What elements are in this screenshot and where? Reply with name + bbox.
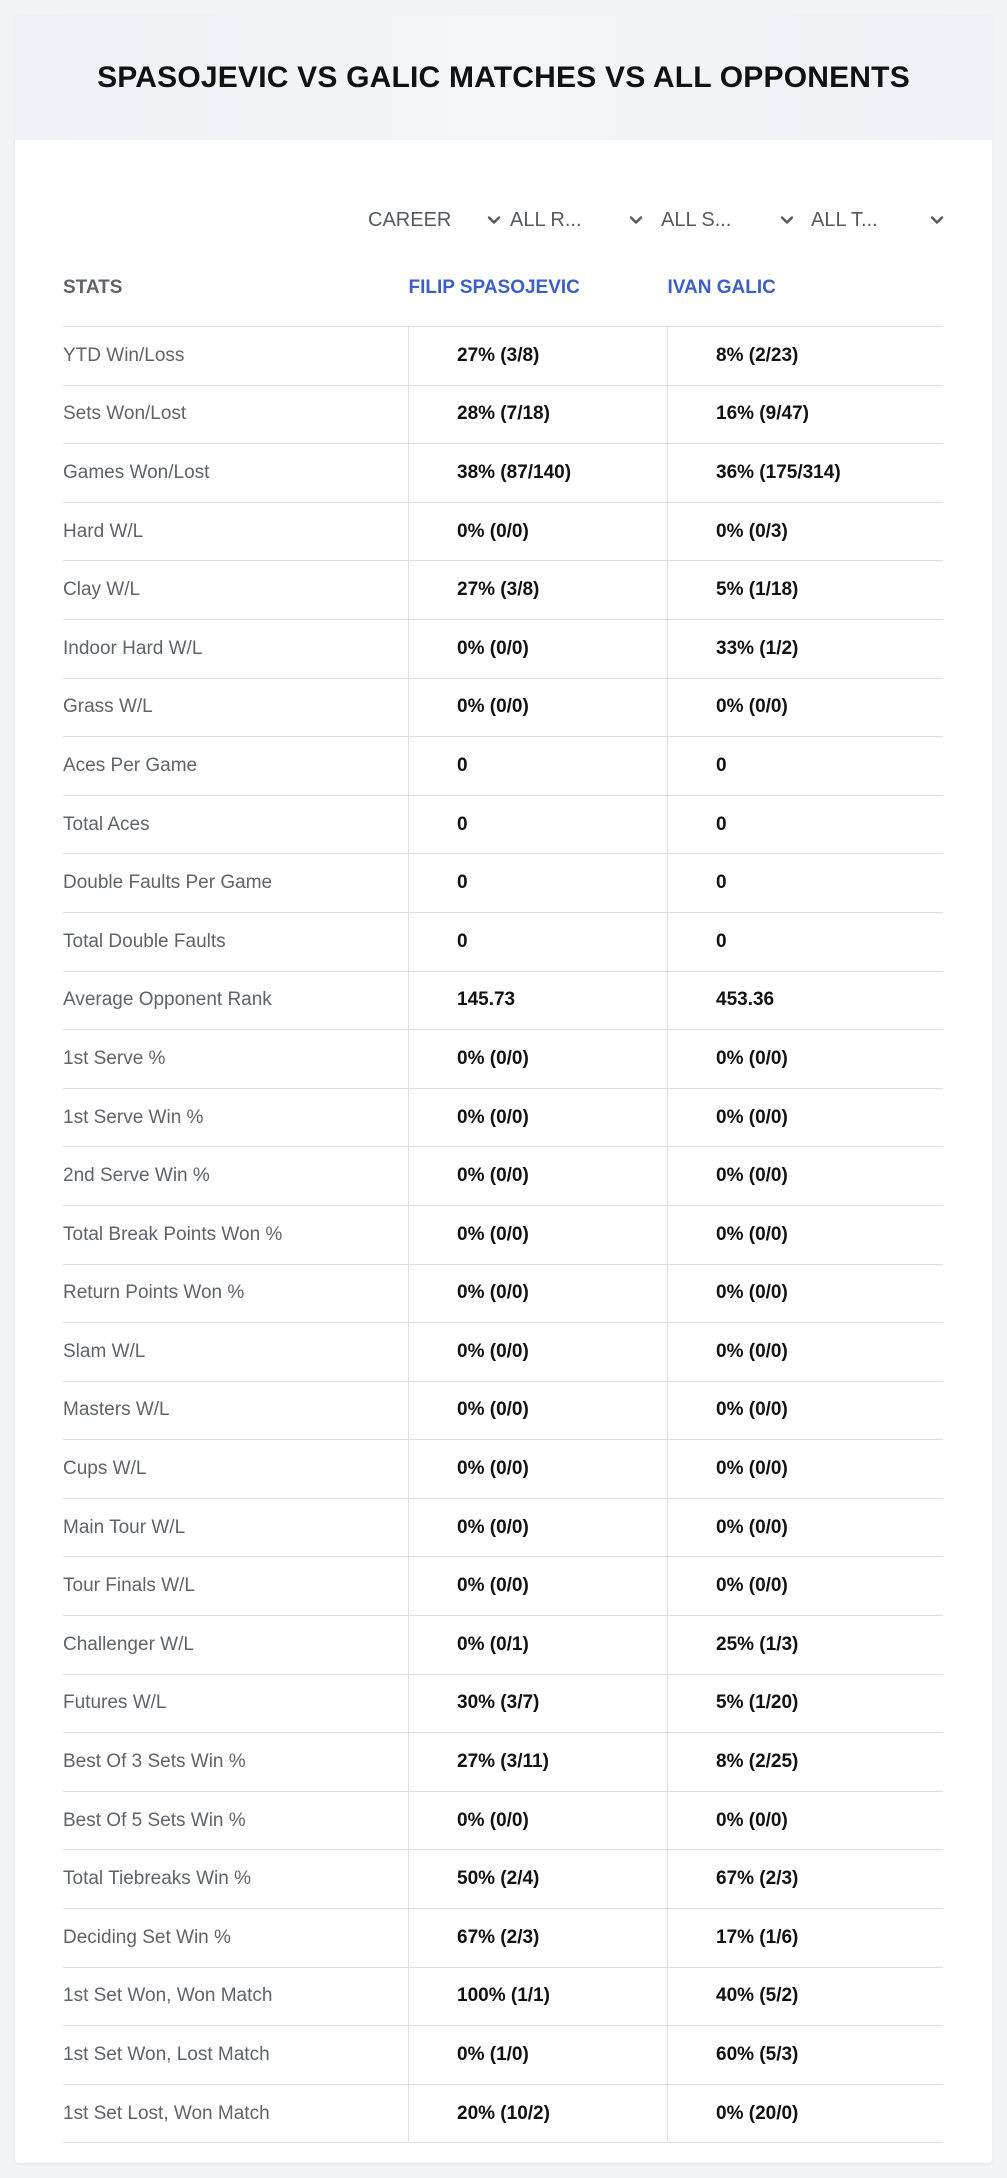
player2-value: 0% (0/3) [668, 502, 944, 561]
table-row [63, 1147, 943, 1206]
player1-column-header[interactable]: FILIP SPASOJEVIC [409, 250, 668, 327]
table-row [63, 561, 943, 620]
stats-card [15, 15, 992, 2163]
stat-label: Best Of 3 Sets Win % [63, 1733, 409, 1792]
table-row [63, 678, 943, 737]
player1-value: 0% (0/1) [409, 1616, 668, 1675]
table-row [63, 1030, 943, 1089]
player2-value: 5% (1/20) [668, 1674, 944, 1733]
chevron-down-icon [628, 212, 644, 228]
filter-tournament-label: ALL T... [811, 208, 878, 231]
table-body [63, 327, 943, 2143]
stat-label: Average Opponent Rank [63, 971, 409, 1030]
table-row [63, 1323, 943, 1382]
player2-value: 0% (0/0) [668, 1030, 944, 1089]
table-row [63, 912, 943, 971]
stat-label: Indoor Hard W/L [63, 619, 409, 678]
player2-value: 0% (0/0) [668, 678, 944, 737]
stats-column-header: STATS [63, 250, 409, 327]
player2-value: 0% (0/0) [668, 1791, 944, 1850]
player2-value: 5% (1/18) [668, 561, 944, 620]
table-row [63, 1557, 943, 1616]
stat-label: Total Aces [63, 795, 409, 854]
player2-value: 0% (20/0) [668, 2084, 944, 2143]
player1-value: 0% (0/0) [409, 1323, 668, 1382]
player1-value: 0% (0/0) [409, 1205, 668, 1264]
table-row [63, 385, 943, 444]
player1-value: 145.73 [409, 971, 668, 1030]
stats-table [63, 250, 943, 2143]
table-row [63, 737, 943, 796]
player1-value: 0% (1/0) [409, 2026, 668, 2085]
player1-value: 0% (0/0) [409, 1147, 668, 1206]
stat-label: 1st Set Won, Won Match [63, 1967, 409, 2026]
stat-label: 1st Serve % [63, 1030, 409, 1089]
player1-value: 0% (0/0) [409, 1088, 668, 1147]
player1-value: 0% (0/0) [409, 1264, 668, 1323]
stat-label: Total Break Points Won % [63, 1205, 409, 1264]
table-row [63, 1791, 943, 1850]
player1-value: 0% (0/0) [409, 1030, 668, 1089]
player1-value: 38% (87/140) [409, 444, 668, 503]
player1-value: 0% (0/0) [409, 1381, 668, 1440]
player1-value: 0% (0/0) [409, 1791, 668, 1850]
table-row [63, 2026, 943, 2085]
player2-value: 0% (0/0) [668, 1147, 944, 1206]
stat-label: Masters W/L [63, 1381, 409, 1440]
player2-value: 0% (0/0) [668, 1498, 944, 1557]
player2-value: 60% (5/3) [668, 2026, 944, 2085]
player2-value: 453.36 [668, 971, 944, 1030]
player2-value: 8% (2/25) [668, 1733, 944, 1792]
player2-value: 0 [668, 854, 944, 913]
player1-value: 27% (3/8) [409, 327, 668, 386]
player2-value: 0 [668, 795, 944, 854]
stat-label: Return Points Won % [63, 1264, 409, 1323]
table-row [63, 1381, 943, 1440]
player1-value: 67% (2/3) [409, 1909, 668, 1968]
stat-label: Challenger W/L [63, 1616, 409, 1675]
table-row [63, 1674, 943, 1733]
player1-value: 0 [409, 854, 668, 913]
player2-column-header[interactable]: IVAN GALIC [668, 250, 944, 327]
table-row [63, 619, 943, 678]
player2-value: 0% (0/0) [668, 1381, 944, 1440]
table-row [63, 971, 943, 1030]
player1-value: 0 [409, 795, 668, 854]
player2-value: 0% (0/0) [668, 1557, 944, 1616]
stat-label: Tour Finals W/L [63, 1557, 409, 1616]
filter-period-label: CAREER [368, 208, 452, 231]
player1-value: 0 [409, 737, 668, 796]
player2-value: 0% (0/0) [668, 1264, 944, 1323]
stat-label: Best Of 5 Sets Win % [63, 1791, 409, 1850]
filter-tournament-dropdown[interactable] [811, 190, 951, 250]
table-row [63, 854, 943, 913]
stat-label: 2nd Serve Win % [63, 1147, 409, 1206]
table-row [63, 1850, 943, 1909]
player1-value: 20% (10/2) [409, 2084, 668, 2143]
table-row [63, 2084, 943, 2143]
player2-value: 36% (175/314) [668, 444, 944, 503]
player2-value: 67% (2/3) [668, 1850, 944, 1909]
stat-label: 1st Set Won, Lost Match [63, 2026, 409, 2085]
table-row [63, 1264, 943, 1323]
table-row [63, 1616, 943, 1675]
table-header-row [63, 250, 943, 327]
table-row [63, 444, 943, 503]
player1-value: 28% (7/18) [409, 385, 668, 444]
player2-value: 17% (1/6) [668, 1909, 944, 1968]
chevron-down-icon [779, 212, 795, 228]
card-header [15, 15, 992, 140]
filter-bar [15, 190, 992, 250]
table-row [63, 1967, 943, 2026]
player2-value: 33% (1/2) [668, 619, 944, 678]
filter-surface-dropdown[interactable] [661, 190, 801, 250]
player1-value: 0% (0/0) [409, 1498, 668, 1557]
player1-value: 0% (0/0) [409, 1440, 668, 1499]
stat-label: Deciding Set Win % [63, 1909, 409, 1968]
player2-value: 0% (0/0) [668, 1323, 944, 1382]
player1-value: 0% (0/0) [409, 619, 668, 678]
stat-label: Clay W/L [63, 561, 409, 620]
table-row [63, 1440, 943, 1499]
stat-label: Aces Per Game [63, 737, 409, 796]
filter-round-label: ALL R... [510, 208, 582, 231]
stat-label: 1st Set Lost, Won Match [63, 2084, 409, 2143]
player2-value: 0% (0/0) [668, 1088, 944, 1147]
player2-value: 8% (2/23) [668, 327, 944, 386]
stat-label: Games Won/Lost [63, 444, 409, 503]
chevron-down-icon [929, 212, 945, 228]
player1-value: 27% (3/8) [409, 561, 668, 620]
chevron-down-icon [486, 212, 502, 228]
stat-label: Hard W/L [63, 502, 409, 561]
stat-label: Total Double Faults [63, 912, 409, 971]
stat-label: Slam W/L [63, 1323, 409, 1382]
player2-value: 0 [668, 912, 944, 971]
table-row [63, 1498, 943, 1557]
page-title: SPASOJEVIC VS GALIC MATCHES VS ALL OPPONENTS [97, 60, 910, 94]
player1-value: 0% (0/0) [409, 502, 668, 561]
stat-label: YTD Win/Loss [63, 327, 409, 386]
player2-value: 0% (0/0) [668, 1440, 944, 1499]
table-row [63, 795, 943, 854]
stat-label: 1st Serve Win % [63, 1088, 409, 1147]
player2-value: 40% (5/2) [668, 1967, 944, 2026]
stat-label: Sets Won/Lost [63, 385, 409, 444]
stat-label: Total Tiebreaks Win % [63, 1850, 409, 1909]
player2-value: 25% (1/3) [668, 1616, 944, 1675]
table-row [63, 502, 943, 561]
stat-label: Double Faults Per Game [63, 854, 409, 913]
table-row [63, 1909, 943, 1968]
table-row [63, 327, 943, 386]
filter-round-dropdown[interactable] [510, 190, 650, 250]
stat-label: Grass W/L [63, 678, 409, 737]
table-row [63, 1205, 943, 1264]
player2-value: 0 [668, 737, 944, 796]
player2-value: 0% (0/0) [668, 1205, 944, 1264]
table-row [63, 1733, 943, 1792]
player1-value: 100% (1/1) [409, 1967, 668, 2026]
stat-label: Main Tour W/L [63, 1498, 409, 1557]
player1-value: 50% (2/4) [409, 1850, 668, 1909]
player1-value: 0% (0/0) [409, 1557, 668, 1616]
player1-value: 27% (3/11) [409, 1733, 668, 1792]
stat-label: Cups W/L [63, 1440, 409, 1499]
player2-value: 16% (9/47) [668, 385, 944, 444]
filter-period-dropdown[interactable] [368, 190, 508, 250]
stat-label: Futures W/L [63, 1674, 409, 1733]
player1-value: 0 [409, 912, 668, 971]
filter-surface-label: ALL S... [661, 208, 732, 231]
table-row [63, 1088, 943, 1147]
player1-value: 0% (0/0) [409, 678, 668, 737]
player1-value: 30% (3/7) [409, 1674, 668, 1733]
